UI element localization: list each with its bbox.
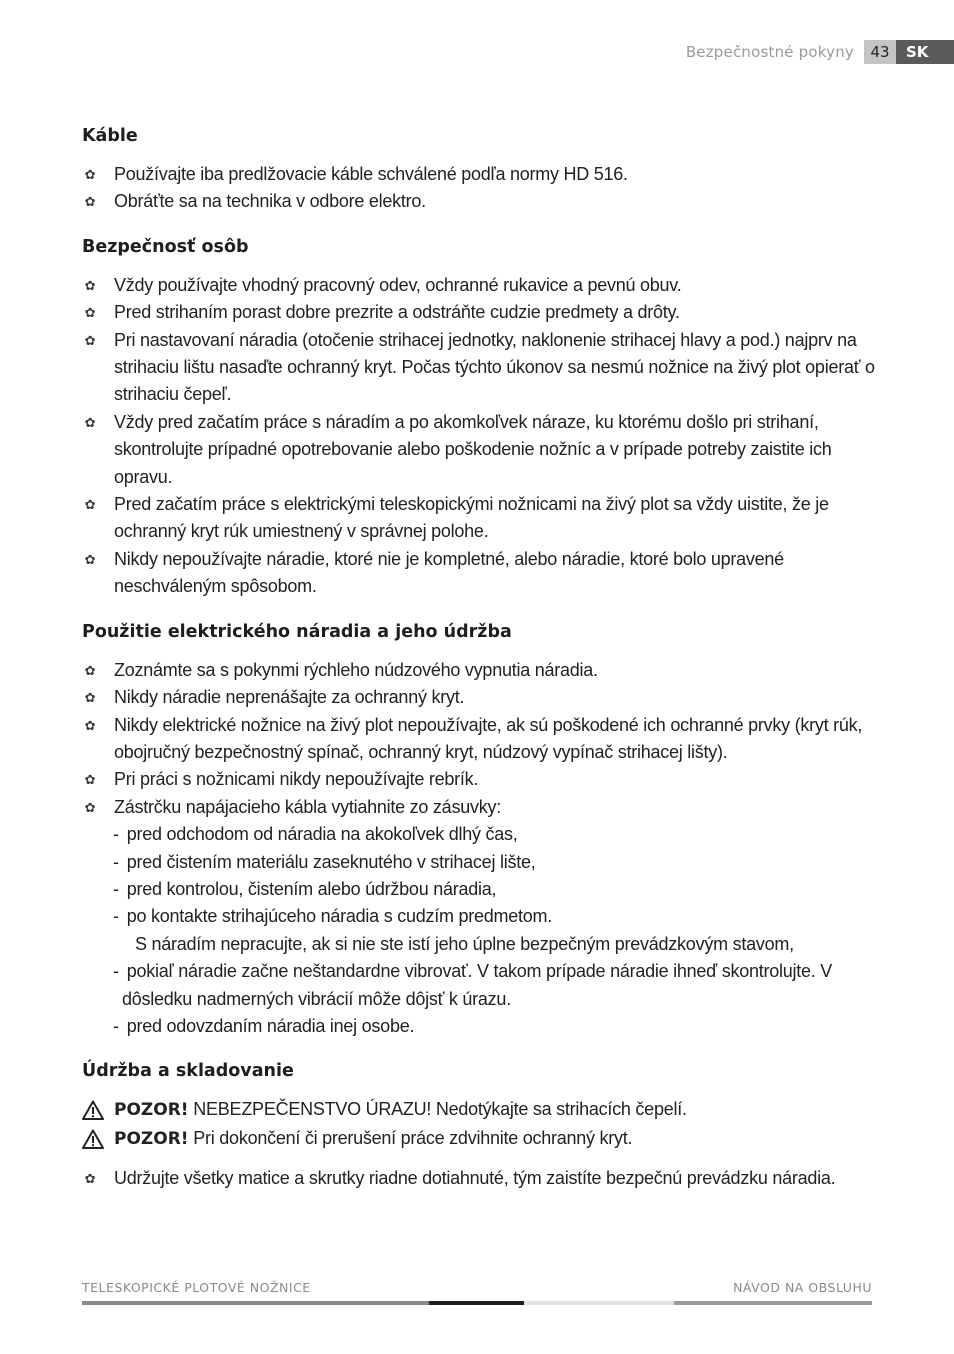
page-footer (82, 1280, 872, 1310)
list-item-text: Zástrčku napájacieho kábla vytiahnite zo zásuvky: (114, 796, 501, 817)
sub-list-item: - pred čistením materiálu zaseknutého v strihacej lište, (113, 851, 536, 872)
list-item-text: Udržujte všetky matice a skrutky riadne dotiahnuté, tým zaistíte bezpečnú prevádzku náradia. (114, 1168, 836, 1189)
sub-list-item-text: pokiaľ náradie začne neštandardne vibrovať. V takom prípade náradie ihneď skontrolujte. V dôsledku nadmerných vibrácií môže dôjsť k úrazu. (122, 961, 833, 1009)
list-item (82, 409, 882, 491)
section-title: Použitie elektrického náradia a jeho údržba (82, 621, 512, 642)
sub-list-note: S náradím nepracujte, ak si nie ste istí jeho úplne bezpečným prevádzkovým stavom, (135, 933, 794, 954)
list-item (82, 657, 882, 684)
gear-bullet-icon: ✿ (84, 332, 96, 348)
sub-list-item-text: pred čistením materiálu zaseknutého v strihacej lište, (126, 851, 536, 872)
list-item (82, 712, 882, 767)
gear-bullet-icon: ✿ (84, 772, 96, 788)
list-item (82, 327, 882, 409)
warning-text: Pri dokončení či prerušení práce zdvihnite ochranný kryt. (188, 1127, 633, 1148)
warnings (82, 1096, 882, 1153)
sub-list (82, 821, 882, 1040)
bullet-list (82, 272, 882, 601)
list-item-text: Nikdy elektrické nožnice na živý plot nepoužívajte, ak sú poškodené ich ochranné prvky (kryt rúk, obojručný bezpečnostný spínač, ochranný kryt, núdzový vypínač strihacej lišty). (114, 714, 863, 762)
footer-manual-label: NÁVOD NA OBSLUHU (733, 1280, 872, 1295)
gear-bullet-icon: ✿ (84, 1171, 96, 1187)
page-content (82, 118, 882, 1206)
list-item-text: Pri nastavovaní náradia (otočenie strihacej jednotky, naklonenie strihacej hlavy a pod.) najprv na strihaciu lištu nasaďte ochranný kryt. Počas týchto úkonov sa nesmú nožnice na živý plot opierať o strihaciu čepeľ. (114, 329, 875, 405)
warning-label: POZOR! (114, 1128, 189, 1149)
list-item-text: Nikdy nepoužívajte náradie, ktoré nie je kompletné, alebo náradie, ktoré bolo upravené neschváleným spôsobom. (114, 548, 784, 597)
bullet-list (82, 161, 882, 216)
list-item (82, 766, 882, 793)
section-title: Údržba a skladovanie (82, 1061, 294, 1082)
gear-bullet-icon: ✿ (84, 799, 96, 815)
section-cables (82, 118, 882, 216)
warning-label: POZOR! (114, 1100, 189, 1121)
sub-list-item-text: pred kontrolou, čistením alebo údržbou náradia, (126, 878, 497, 899)
list-item (82, 546, 882, 601)
list-item-text: Pri práci s nožnicami nikdy nepoužívajte rebrík. (114, 769, 479, 790)
footer-product-name: TELESKOPICKÉ PLOTOVÉ NOŽNICE (82, 1280, 311, 1295)
gear-bullet-icon: ✿ (84, 414, 96, 430)
list-item (82, 161, 882, 188)
list-item-text: Vždy používajte vhodný pracovný odev, ochranné rukavice a pevnú obuv. (114, 274, 682, 295)
footer-rule-segment (429, 1301, 524, 1305)
gear-bullet-icon: ✿ (84, 690, 96, 706)
sub-list-item-text: pred odchodom od náradia na akokoľvek dlhý čas, (126, 824, 518, 845)
section-tool-use (82, 614, 882, 1041)
footer-rule (82, 1301, 872, 1305)
warning-triangle-icon (82, 1100, 104, 1120)
sub-list-item: - po kontakte strihajúceho náradia s cudzím predmetom. (113, 906, 552, 927)
gear-bullet-icon: ✿ (84, 305, 96, 321)
sub-list-item-text: pred odovzdaním náradia inej osobe. (126, 1015, 415, 1036)
language-tab: SK (896, 40, 954, 64)
warning-text: NEBEZPEČENSTVO ÚRAZU! Nedotýkajte sa strihacích čepelí. (188, 1099, 687, 1120)
footer-rule-segment (674, 1301, 872, 1305)
sub-list-item: - pred odovzdaním náradia inej osobe. (113, 1015, 415, 1036)
gear-bullet-icon: ✿ (84, 167, 96, 182)
bullet-list (82, 657, 882, 821)
warning-item (82, 1125, 882, 1153)
list-item (82, 299, 882, 326)
page-number: 43 (864, 40, 896, 64)
warning-item (82, 1096, 882, 1124)
list-item-text: Zoznámte sa s pokynmi rýchleho núdzového vypnutia náradia. (114, 659, 598, 680)
gear-bullet-icon: ✿ (84, 277, 96, 293)
section-title: Káble (82, 126, 138, 146)
section-title: Bezpečnosť osôb (82, 236, 249, 257)
list-item (82, 272, 882, 299)
list-item (82, 491, 882, 546)
bullet-list (82, 1165, 882, 1192)
sub-list-item: - pokiaľ náradie začne neštandardne vibrovať. V takom prípade náradie ihneď skontrolujte. V dôsledku nadmerných vibrácií môže dôjsť k úrazu. (113, 961, 833, 1009)
gear-bullet-icon: ✿ (84, 717, 96, 733)
gear-bullet-icon: ✿ (84, 551, 96, 567)
section-personal-safety (82, 229, 882, 601)
list-item-text: Obráťte sa na technika v odbore elektro. (114, 191, 426, 212)
list-item (82, 1165, 882, 1192)
list-item (82, 188, 882, 215)
footer-rule-segment (524, 1301, 674, 1305)
sub-list-item: - pred odchodom od náradia na akokoľvek dlhý čas, (113, 824, 518, 845)
list-item (82, 794, 882, 821)
list-item-text: Pred začatím práce s elektrickými teleskopickými nožnicami na živý plot sa vždy uistite, že je ochranný kryt rúk umiestnený v správnej polohe. (114, 494, 829, 542)
section-maintenance (82, 1053, 882, 1192)
gear-bullet-icon: ✿ (84, 497, 96, 513)
list-item-text: Používajte iba predlžovacie káble schválené podľa normy HD 516. (114, 164, 628, 184)
list-item (82, 684, 882, 711)
gear-bullet-icon: ✿ (84, 662, 96, 678)
gear-bullet-icon: ✿ (84, 194, 96, 210)
list-item-text: Pred strihaním porast dobre prezrite a odstráňte cudzie predmety a drôty. (114, 302, 680, 323)
page-header (686, 40, 954, 64)
sub-list-item: - pred kontrolou, čistením alebo údržbou náradia, (113, 878, 497, 899)
footer-rule-segment (82, 1301, 429, 1305)
list-item-text: Nikdy náradie neprenášajte za ochranný kryt. (114, 687, 465, 708)
list-item-text: Vždy pred začatím práce s náradím a po akomkoľvek náraze, ku ktorému došlo pri strihaní, skontrolujte prípadné opotrebovanie alebo poškodenie nožníc a v prípade potreby zaistite ich opravu. (114, 411, 832, 487)
header-section-title: Bezpečnostné pokyny (685, 43, 854, 61)
warning-triangle-icon (82, 1129, 104, 1149)
sub-list-item-text: po kontakte strihajúceho náradia s cudzím predmetom. (126, 906, 552, 927)
